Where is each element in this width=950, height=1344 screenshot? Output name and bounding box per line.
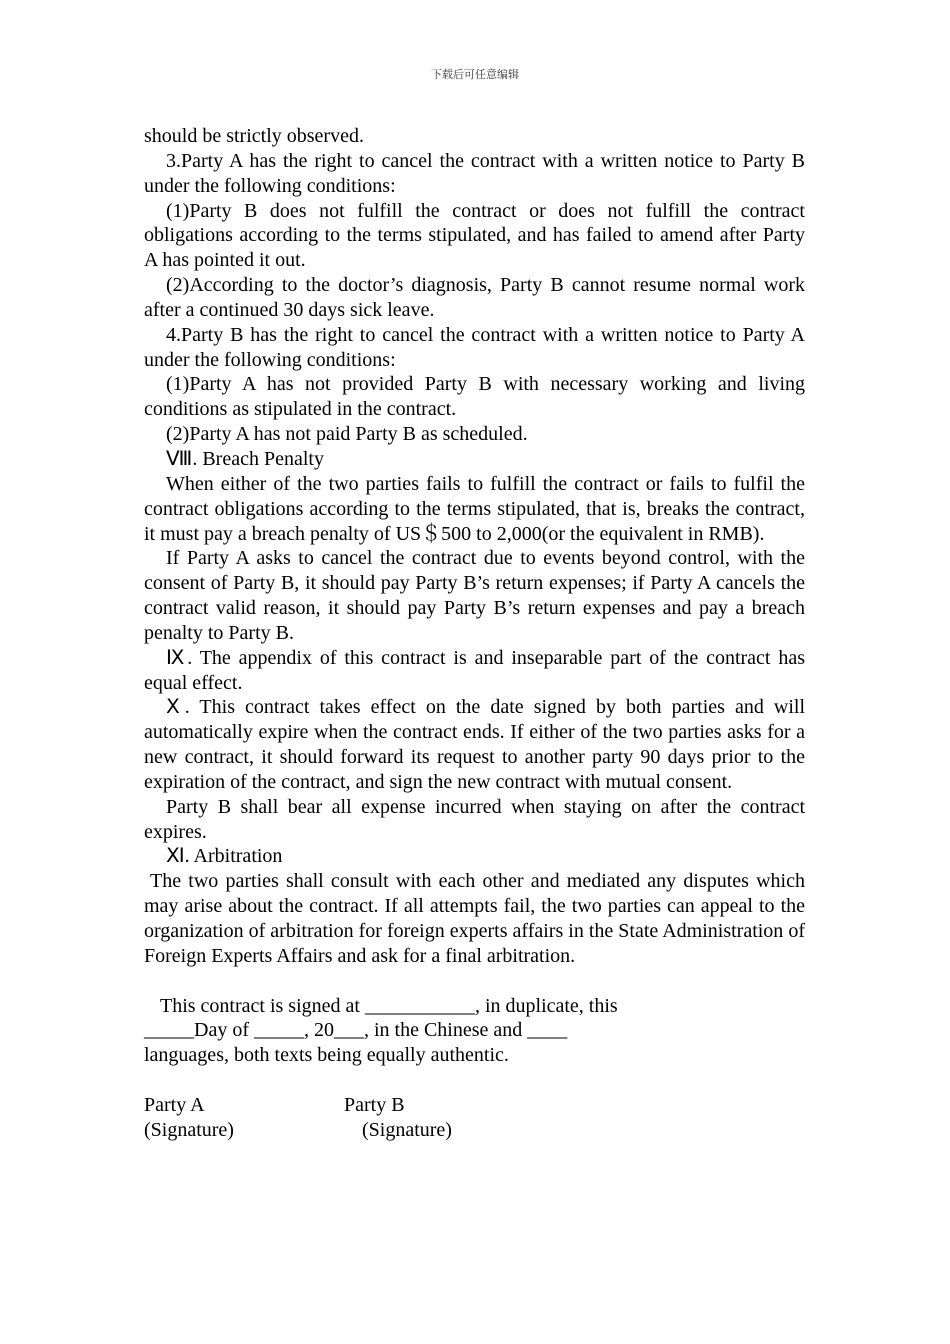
page-header: 下载后可任意编辑 [431, 68, 519, 81]
section-appendix: Ⅸ. The appendix of this contract is and inseparable part of the contract has equal effect. [144, 646, 805, 694]
party-a-signature: (Signature) [144, 1118, 234, 1141]
spacer [144, 1068, 805, 1093]
party-a-label: Party A [144, 1093, 205, 1116]
party-b-signature: (Signature) [362, 1118, 452, 1141]
signing-line-1: This contract is signed at ___________, in duplicate, this [160, 994, 618, 1017]
paragraph: The two parties shall consult with each other and mediated any disputes which may arise about the contract. If all attempts fail, the two parties can appeal to the organization of arbitration for foreign experts affairs in the State Administration of Foreign Experts Affairs and ask for a final arbitration. [144, 870, 805, 967]
signature-parties-row [144, 1093, 805, 1118]
clause-4: 4.Party B has the right to cancel the contract with a written notice to Party A under the following conditions: [144, 323, 805, 371]
signature-labels-row [144, 1118, 805, 1143]
clause-3-1: (1)Party B does not fulfill the contract or does not fulfill the contract obligations according to the terms stipulated, and has failed to amend after Party A has pointed it out. [144, 199, 805, 272]
clause-3: 3.Party A has the right to cancel the contract with a written notice to Party B under the following conditions: [144, 149, 805, 197]
paragraph: If Party A asks to cancel the contract due to events beyond control, with the consent of Party B, it should pay Party B’s return expenses; if Party A cancels the contract valid reason, it should pay Party B’s return expenses and pay a breach penalty to Party B. [144, 547, 805, 644]
paragraph: When either of the two parties fails to fulfill the contract or fails to fulfil the contract obligations according to the terms stipulated, that is, breaks the contract, it must pay a breach penalty of US＄500 to 2,000(or the equivalent in RMB). [144, 472, 805, 545]
section-term: Ⅹ. This contract takes effect on the date signed by both parties and will automatically expire when the contract ends. If either of the two parties asks for a new contract, it should forward its request to another party 90 days prior to the expiration of the contract, and sign the new contract with mutual consent. [144, 696, 805, 793]
clause-4-2: (2)Party A has not paid Party B as scheduled. [166, 423, 528, 446]
clause-3-2: (2)According to the doctor’s diagnosis, Party B cannot resume normal work after a continued 30 days sick leave. [144, 274, 805, 321]
paragraph: Party B shall bear all expense incurred when staying on after the contract expires. [144, 795, 805, 843]
spacer [144, 969, 805, 994]
signing-line-2: _____Day of _____, 20___, in the Chinese and ____ [144, 1019, 568, 1042]
paragraph: should be strictly observed. [144, 125, 364, 147]
section-heading-breach-penalty: Ⅷ. Breach Penalty [166, 447, 324, 470]
contract-body [144, 124, 805, 1143]
signing-line-3: languages, both texts being equally authentic. [144, 1044, 509, 1067]
clause-4-1: (1)Party A has not provided Party B with necessary working and living conditions as stipulated in the contract. [144, 373, 805, 421]
party-b-label: Party B [344, 1093, 405, 1116]
section-heading-arbitration: Ⅺ. Arbitration [166, 845, 283, 868]
